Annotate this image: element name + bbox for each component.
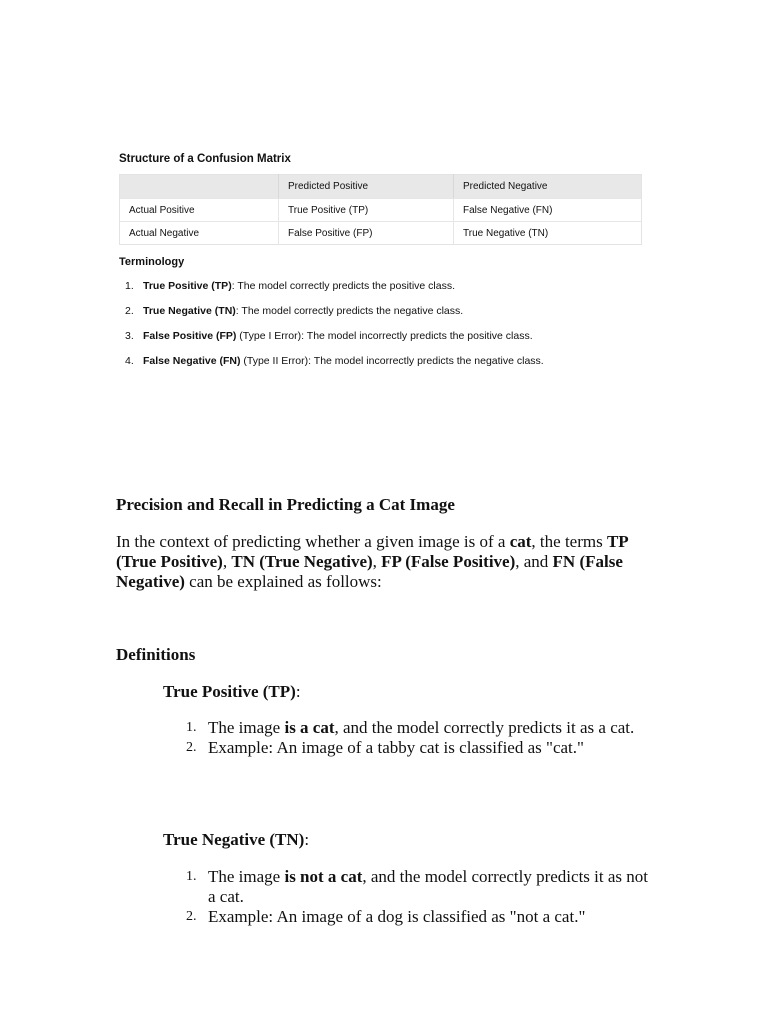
terminology-list [125, 279, 685, 379]
intro-text: In the context of predicting whether a given image is of a [116, 532, 510, 551]
list-number: 1. [186, 720, 197, 735]
tn-definition-list [186, 867, 656, 927]
list-number: 2. [125, 305, 134, 317]
table-cell: True Negative (TN) [454, 222, 642, 245]
intro-text: can be explained as follows: [184, 572, 382, 591]
intro-bold: cat [509, 532, 532, 551]
tp-definition-list [186, 718, 656, 758]
intro-text: , the terms [531, 532, 607, 551]
intro-text: , and [515, 552, 553, 571]
item-bold: is a cat [284, 718, 335, 737]
term-description: : The model correctly predicts the positive class. [231, 280, 456, 292]
table-cell: True Positive (TP) [279, 199, 454, 222]
term-name: True Positive (TP) [143, 280, 232, 292]
table-header-cell [120, 175, 279, 199]
item-bold: is not a cat [284, 867, 363, 886]
intro-bold: TP (True Positive) [116, 532, 628, 571]
list-number: 2. [186, 909, 197, 924]
list-item [125, 304, 685, 329]
item-text: The image [208, 718, 285, 737]
table-cell: False Positive (FP) [279, 222, 454, 245]
term-description: : The model correctly predicts the negative class. [235, 305, 464, 317]
intro-bold: TN (True Negative) [231, 552, 373, 571]
heading-colon: : [295, 682, 301, 701]
intro-bold: FP (False Positive) [381, 552, 516, 571]
tn-heading-text: True Negative (TN) [163, 830, 305, 849]
item-text: , and the model correctly predicts it as a cat. [334, 718, 635, 737]
list-item [186, 907, 656, 927]
tn-heading [163, 830, 309, 850]
list-number: 1. [186, 869, 197, 884]
table-cell: False Negative (FN) [454, 199, 642, 222]
term-qualifier: (Type I Error) [236, 330, 302, 342]
table-header-cell: Predicted Negative [454, 175, 642, 199]
item-text: Example: An image of a dog is classified as "not a cat." [208, 907, 586, 926]
table-cell: Actual Negative [129, 227, 200, 239]
list-item [186, 738, 656, 758]
list-item [186, 718, 656, 738]
heading-colon: : [304, 830, 310, 849]
term-description: : The model incorrectly predicts the positive class. [301, 330, 533, 342]
main-heading: Precision and Recall in Predicting a Cat Image [116, 495, 455, 514]
list-number: 1. [125, 280, 134, 292]
term-name: False Positive (FP) [143, 330, 237, 342]
list-number: 4. [125, 355, 134, 367]
list-item [125, 279, 685, 304]
terminology-title: Terminology [119, 256, 185, 268]
confusion-matrix-table [119, 174, 642, 245]
item-text: Example: An image of a tabby cat is classified as "cat." [208, 738, 584, 757]
table-header-cell: Predicted Positive [279, 175, 454, 199]
table-row [120, 222, 642, 245]
term-name: True Negative (TN) [143, 305, 236, 317]
matrix-title: Structure of a Confusion Matrix [119, 153, 291, 165]
list-number: 2. [186, 740, 197, 755]
intro-paragraph [116, 532, 656, 592]
list-item [125, 329, 685, 354]
intro-text: , [372, 552, 382, 571]
list-item [125, 354, 685, 379]
list-number: 3. [125, 330, 134, 342]
definitions-heading: Definitions [116, 645, 196, 664]
intro-text: , [222, 552, 232, 571]
table-header-row [120, 175, 642, 199]
tp-heading [163, 682, 301, 702]
item-text: , and the model correctly predicts it as not a cat. [208, 867, 648, 906]
table-cell: Actual Positive [120, 199, 279, 222]
term-description: : The model incorrectly predicts the negative class. [308, 355, 544, 367]
table-row [120, 199, 642, 222]
item-text: The image [208, 867, 285, 886]
term-qualifier: (Type II Error) [240, 355, 309, 367]
term-name: False Negative (FN) [143, 355, 241, 367]
tp-heading-text: True Positive (TP) [163, 682, 296, 701]
intro-bold: FN (False Negative) [116, 552, 623, 591]
list-item [186, 867, 656, 907]
